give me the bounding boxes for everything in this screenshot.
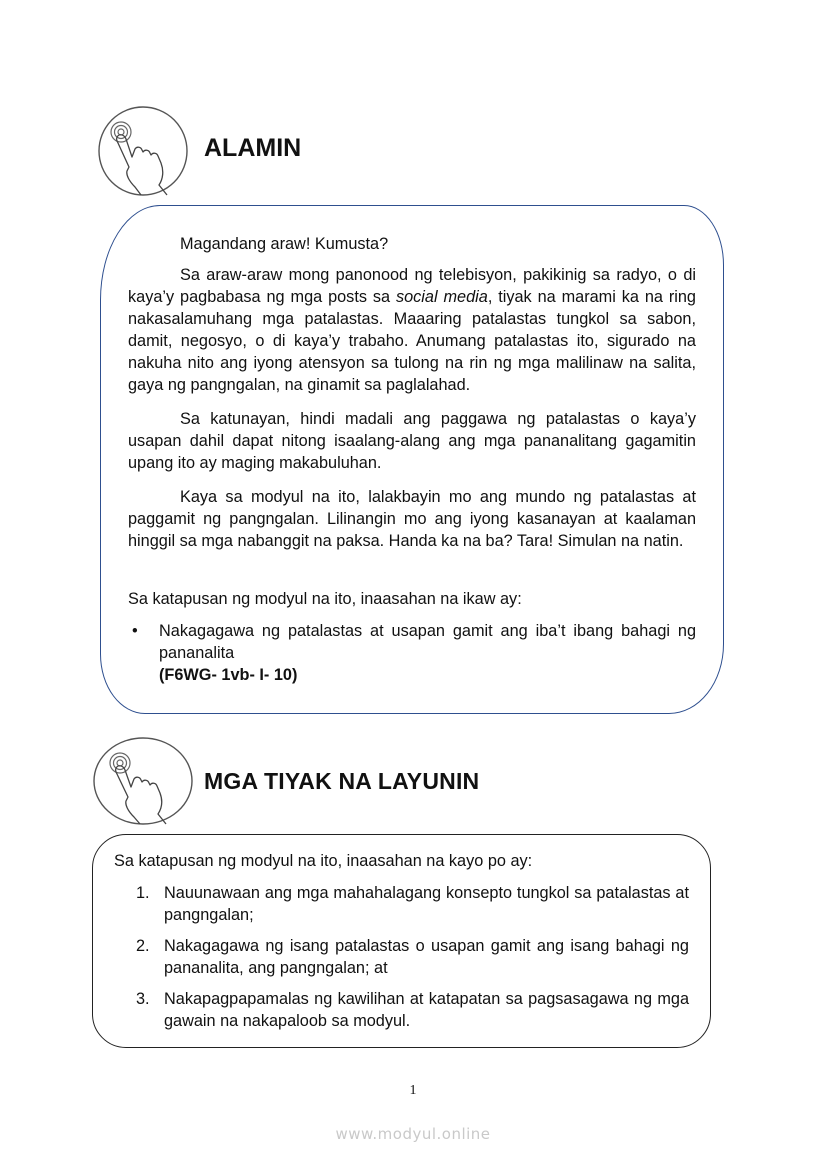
greeting-text: Magandang araw! Kumusta? xyxy=(180,235,389,253)
social-media-emphasis: social media xyxy=(395,288,488,306)
objectives-list xyxy=(136,882,689,1041)
alamin-paragraph-2: Sa katunayan, hindi madali ang paggawa ng patalastas o kaya’y usapan dahil dapat nitong isaalang-alang ang mga pananalitang gagamitin upang ito ay maging makabuluhan. xyxy=(128,410,696,472)
objective-number: 3. xyxy=(136,990,150,1008)
objective-text: Nakagagawa ng isang patalastas o usapan gamit ang isang bahagi ng pananalita, ang pangngalan; at xyxy=(164,937,689,977)
list-item xyxy=(136,935,689,979)
objective-number: 1. xyxy=(136,884,150,902)
expectation-intro: Sa katapusan ng modyul na ito, inaasahan na ikaw ay: xyxy=(128,590,522,608)
list-item xyxy=(128,620,696,686)
list-item xyxy=(136,882,689,926)
layunin-intro: Sa katapusan ng modyul na ito, inaasahan na kayo po ay: xyxy=(114,852,533,870)
objective-number: 2. xyxy=(136,937,150,955)
pointing-hand-icon xyxy=(92,736,194,826)
alamin-paragraph-1 xyxy=(128,264,696,396)
paragraph-1-part-b: , tiyak na marami ka na ring nakasalamuhang mga patalastas. Maaaring patalastas tungkol sa sabon, damit, negosyo, o di kaya’y trabaho. Anumang patalastas ito, sigurado na nakuha nito ang iyong atensyon sa tulong na rin ng mga malilinaw na salita, gaya ng pangngalan, na ginamit sa paglalahad. xyxy=(128,288,696,394)
competency-code: (F6WG- 1vb- I- 10) xyxy=(159,666,298,684)
section-title-alamin: ALAMIN xyxy=(204,134,302,162)
pointing-hand-icon xyxy=(97,105,189,197)
objective-text: Nakapagpapamalas ng kawilihan at katapatan sa pagsasagawa ng mga gawain na nakapaloob sa modyul. xyxy=(164,990,689,1030)
objective-text: Nauunawaan ang mga mahahalagang konsepto tungkol sa patalastas at pangngalan; xyxy=(164,884,689,924)
paragraph-1-part-a: Sa araw-araw mong panonood ng telebisyon, pakikinig sa radyo, o di kaya’y pagbabasa ng mga posts sa xyxy=(128,266,696,306)
section-title-layunin: MGA TIYAK NA LAYUNIN xyxy=(204,768,480,794)
alamin-paragraph-3: Kaya sa modyul na ito, lalakbayin mo ang mundo ng patalastas at paggamit ng pangngalan. Lilinangin mo ang iyong kasanayan at kaalaman hinggil sa mga nabanggit na paksa. Handa ka na ba? Tara! Simulan na natin. xyxy=(128,488,696,550)
watermark: www.modyul.online xyxy=(335,1125,491,1143)
list-item xyxy=(136,988,689,1032)
expectation-text: Nakagagawa ng patalastas at usapan gamit ang iba’t ibang bahagi ng pananalita xyxy=(159,622,696,662)
expectation-list xyxy=(128,620,696,686)
page-number: 1 xyxy=(409,1083,417,1098)
